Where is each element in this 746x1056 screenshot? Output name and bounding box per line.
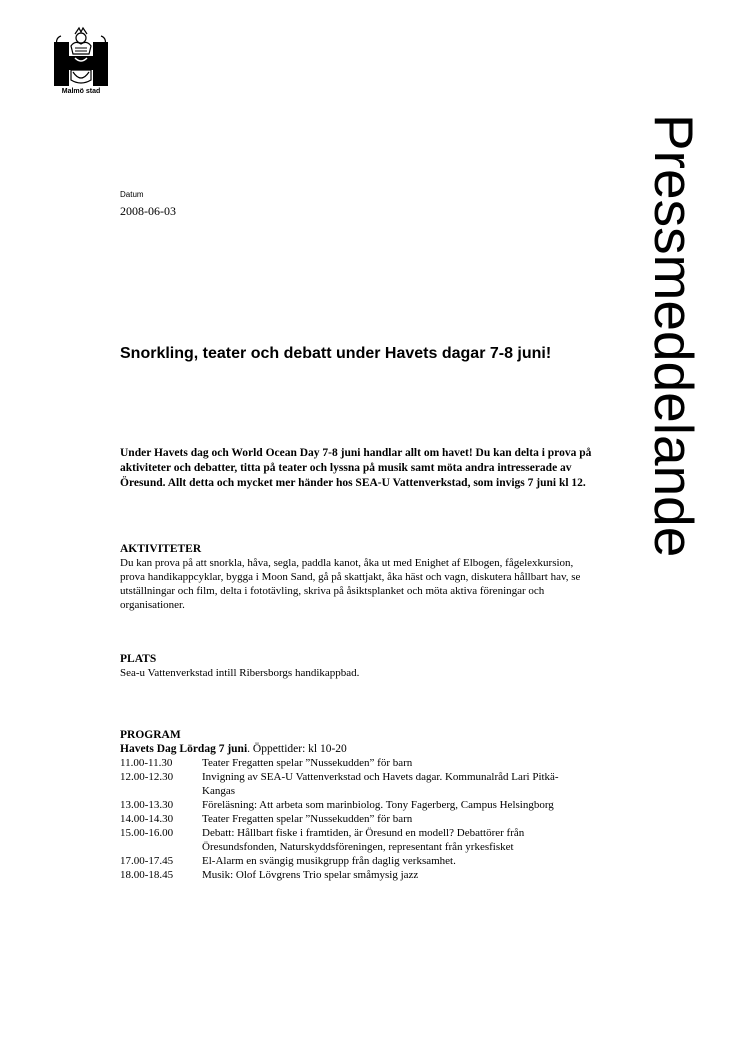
program-description: Invigning av SEA-U Vattenverkstad och Havets dagar. Kommunalråd Lari Pitkä-Kangas	[202, 771, 559, 797]
program-description: El-Alarm en svängig musikgrupp från daglig verksamhet.	[202, 855, 456, 867]
program-row	[120, 826, 572, 854]
program-time: 11.00-11.30	[120, 757, 173, 769]
program-description: Debatt: Hållbart fiske i framtiden, är Öresund en modell? Debattörer från Öresundsfonden, Naturskyddsföreningen, representant från yrkesfisket	[202, 827, 525, 853]
place-text: Sea-u Vattenverkstad intill Ribersborgs handikappbad.	[120, 667, 360, 679]
program-row	[120, 812, 572, 826]
program-time: 18.00-18.45	[120, 869, 174, 881]
press-release-side-title	[624, 114, 705, 558]
side-title-text: Pressmeddelande	[643, 114, 705, 558]
coat-of-arms-icon	[53, 26, 109, 86]
place-heading: PLATS	[120, 653, 157, 665]
activities-section	[120, 542, 600, 612]
program-time: 13.00-13.30	[120, 799, 174, 811]
program-row	[120, 756, 572, 770]
program-row	[120, 854, 572, 868]
logo-text: Malmö stad	[61, 88, 101, 95]
program-row	[120, 770, 572, 798]
program-description: Musik: Olof Lövgrens Trio spelar småmysig jazz	[202, 869, 419, 881]
program-time: 14.00-14.30	[120, 813, 174, 825]
program-time: 17.00-17.45	[120, 855, 174, 867]
program-description: Teater Fregatten spelar ”Nussekudden” för barn	[202, 813, 413, 825]
lead-paragraph: Under Havets dag och World Ocean Day 7-8 juni handlar allt om havet! Du kan delta i prova på aktiviteter och debatter, titta på teater och lyssna på musik samt möta andra intresserade av Öresund. Allt detta och mycket mer händer hos SEA-U Vattenverkstad, som invigs 7 juni kl 12.	[120, 447, 592, 489]
page-title: Snorkling, teater och debatt under Havets dagar 7-8 juni!	[120, 345, 552, 362]
date-value: 2008-06-03	[120, 204, 176, 218]
program-row	[120, 798, 572, 812]
place-section	[120, 652, 600, 680]
program-day-hours: . Öppettider: kl 10-20	[247, 743, 347, 755]
program-time: 15.00-16.00	[120, 827, 174, 839]
program-day-line	[120, 742, 600, 756]
program-table	[120, 756, 572, 882]
date-label: Datum	[120, 190, 144, 199]
program-time: 12.00-12.30	[120, 771, 174, 783]
activities-heading: AKTIVITETER	[120, 543, 202, 555]
activities-text: Du kan prova på att snorkla, håva, segla, paddla kanot, åka ut med Enighet af Elbogen, fågelexkursion, prova handikappcyklar, bygga i Moon Sand, gå på skattjakt, åka häst och vagn, diskutera hållbart hav, se utställningar och film, delta i fototävling, skriva på åsiktsplanket och möta aktiva föreningar och organisationer.	[120, 557, 581, 611]
malmo-stad-logo	[51, 26, 111, 98]
program-section	[120, 728, 600, 882]
program-row	[120, 868, 572, 882]
program-description: Teater Fregatten spelar ”Nussekudden” för barn	[202, 757, 413, 769]
program-day-title: Havets Dag Lördag 7 juni	[120, 743, 248, 755]
program-heading: PROGRAM	[120, 729, 181, 741]
program-description: Föreläsning: Att arbeta som marinbiolog. Tony Fagerberg, Campus Helsingborg	[202, 799, 554, 811]
